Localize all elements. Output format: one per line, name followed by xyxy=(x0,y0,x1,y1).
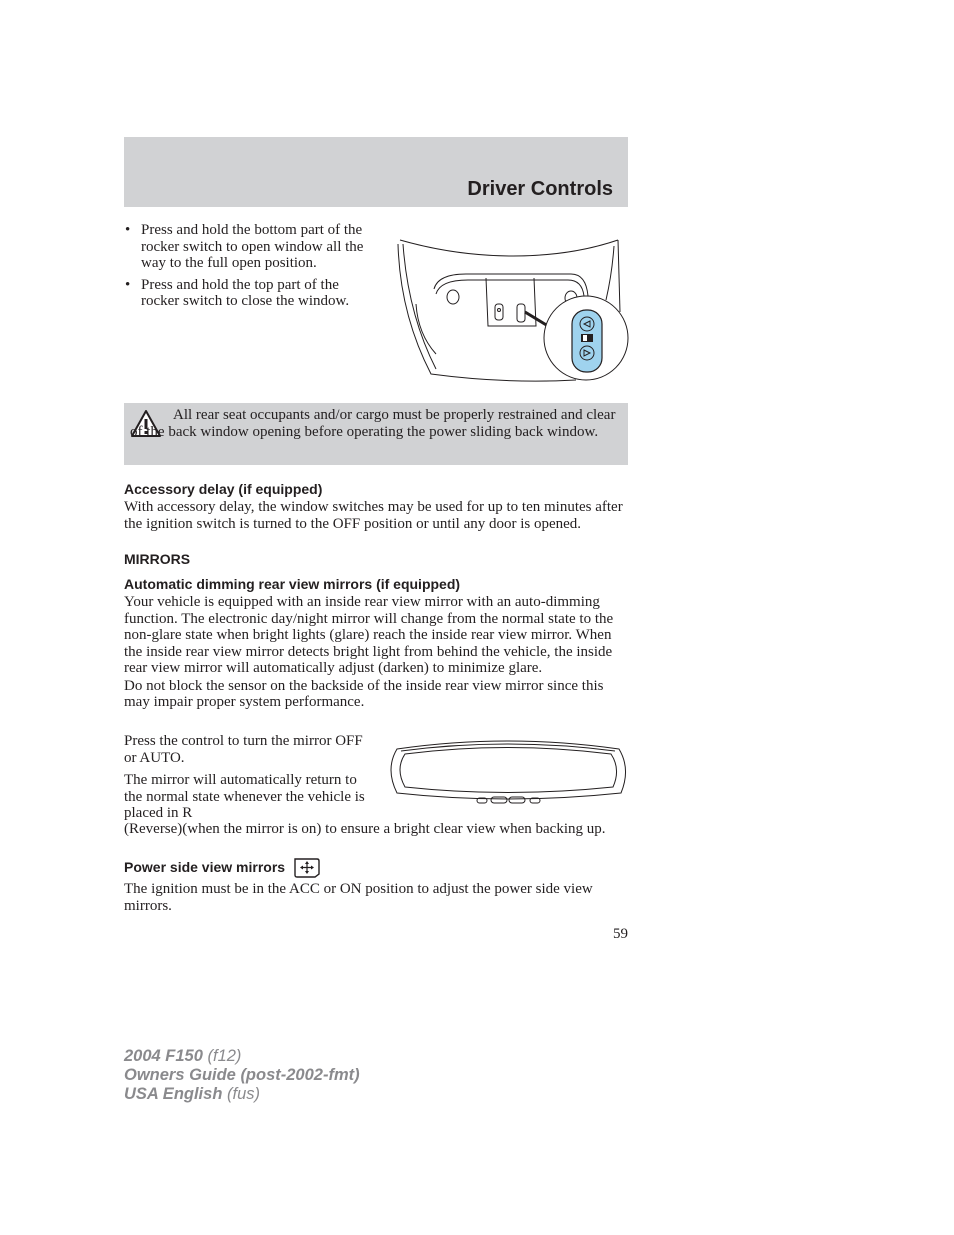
auto-dimming-paragraph-2: Do not block the sensor on the backside of the inside rear view mirror since this may impair proper system performance. xyxy=(124,677,604,710)
accessory-delay-body: With accessory delay, the window switches may be used for up to ten minutes after the ignition switch is turned to the OFF position or until any door is opened. xyxy=(124,499,623,532)
bullet-marker: • xyxy=(125,222,131,238)
window-bullet-list xyxy=(124,222,379,315)
mirror-reverse-text-part1: The mirror will automatically return to the normal state whenever the vehicle is placed in R xyxy=(124,772,365,821)
section-title: Driver Controls xyxy=(467,178,613,200)
power-side-mirrors-heading: Power side view mirrors xyxy=(124,859,286,875)
power-mirror-icon xyxy=(293,857,321,878)
warning-text: All rear seat occupants and/or cargo must be properly restrained and clear of the back window opening before operating the power sliding back window. xyxy=(130,407,616,440)
rear-view-mirror-illustration xyxy=(387,735,629,807)
document-footer xyxy=(124,1047,360,1104)
page-number: 59 xyxy=(613,926,628,942)
accessory-delay-section xyxy=(124,481,628,532)
footer-line-2: Owners Guide (post-2002-fmt) xyxy=(124,1066,360,1084)
footer-line-1: 2004 F150 (f12) xyxy=(124,1047,242,1065)
warning-box xyxy=(124,403,628,465)
mirror-reverse-text-part2: (Reverse)(when the mirror is on) to ensure a bright clear view when backing up. xyxy=(124,821,606,837)
power-side-mirrors-section xyxy=(124,857,628,914)
bullet-open-window: • Press and hold the bottom part of the rocker switch to open window all the way to the full open position. xyxy=(125,222,364,271)
mirror-control-text: Press the control to turn the mirror OFF or AUTO. xyxy=(124,733,363,766)
bullet-close-window: • Press and hold the top part of the rocker switch to close the window. xyxy=(125,276,350,309)
auto-dimming-section xyxy=(124,576,628,711)
mirrors-heading: MIRRORS xyxy=(124,551,191,567)
power-side-mirrors-heading-row xyxy=(124,857,628,878)
auto-dimming-paragraph-1: Your vehicle is equipped with an inside rear view mirror with an auto-dimming function. The electronic day/night mirror will change from the normal state to the non-glare state when bright lights (glare) reach the inside rear view mirror. When the inside rear view mirror detects bright light from behind the vehicle, the inside rear view mirror will automatically adjust (darken) to minimize glare. xyxy=(124,594,614,676)
header-band xyxy=(124,137,628,207)
footer-line-3: USA English (fus) xyxy=(124,1085,260,1103)
power-side-mirrors-body: The ignition must be in the ACC or ON position to adjust the power side view mirrors. xyxy=(124,881,593,914)
bullet-marker: • xyxy=(125,276,131,293)
rear-window-switch-illustration xyxy=(396,234,630,382)
accessory-delay-heading: Accessory delay (if equipped) xyxy=(124,481,323,497)
auto-dimming-heading: Automatic dimming rear view mirrors (if equipped) xyxy=(124,576,461,592)
